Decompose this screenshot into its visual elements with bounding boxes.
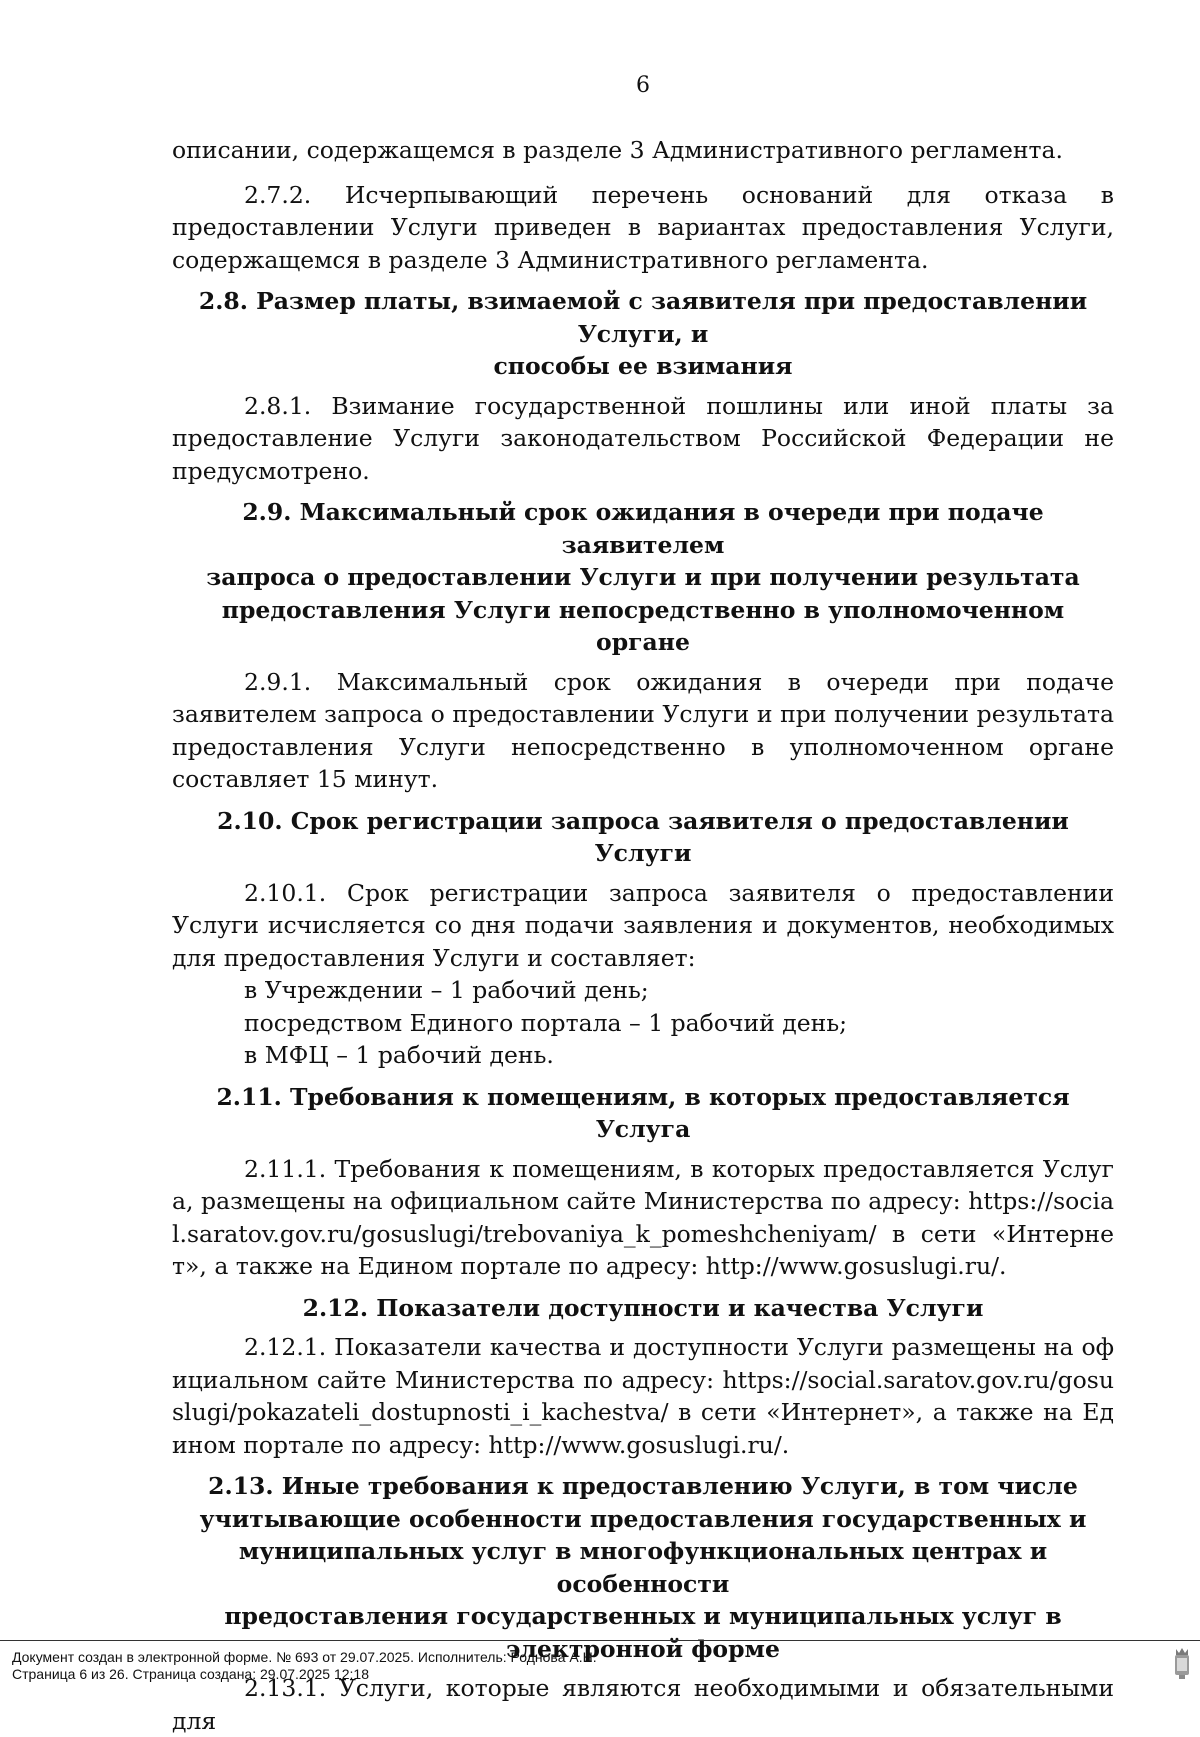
page-number: 6 [636, 73, 650, 98]
section-heading-2-9 [172, 496, 1114, 659]
heading-line: 2.9. Максимальный срок ожидания в очереди при подаче заявителем [242, 498, 1044, 559]
heading-line: запроса о предоставлении Услуги и при получении результата [206, 563, 1080, 591]
footer-document-info: Документ создан в электронной форме. № 693 от 29.07.2025. Исполнитель: Роднова А.Н. [12, 1649, 597, 1665]
paragraph-2-10-1: 2.10.1. Срок регистрации запроса заявителя о предоставлении Услуги исчисляется со дня подачи заявления и документов, необходимых для предоставления Услуги и составляет: [172, 878, 1114, 972]
heading-line: 2.11. Требования к помещениям, в которых предоставляется Услуга [216, 1082, 1070, 1143]
paragraph-2-8-1: 2.8.1. Взимание государственной пошлины или иной платы за предоставление Услуги законодательством Российской Федерации не предусмотрено. [172, 391, 1114, 485]
heading-line: 2.10. Срок регистрации запроса заявителя о предоставлении Услуги [217, 806, 1069, 867]
heading-line: 2.12. Показатели доступности и качества Услуги [302, 1293, 984, 1322]
heading-line: учитывающие особенности предоставления государственных и [199, 1504, 1087, 1533]
document-footer [0, 1640, 1200, 1699]
section-heading-2-13 [172, 1470, 1114, 1665]
section-heading-2-12 [172, 1292, 1114, 1325]
list-item: в Учреждении – 1 рабочий день; [244, 976, 649, 1004]
coat-of-arms-icon [1172, 1645, 1192, 1681]
heading-line: 2.8. Размер платы, взимаемой с заявителя при предоставлении Услуги, и [198, 287, 1088, 348]
paragraph-2-9-1: 2.9.1. Максимальный срок ожидания в очереди при подаче заявителем запроса о предоставлении Услуги и при получении результата предоставления Услуги непосредственно в уполномоченном органе составляет 15 минут. [172, 667, 1114, 793]
paragraph-2-11-1: 2.11.1. Требования к помещениям, в которых предоставляется Услуга, размещены на официальном сайте Министерства по адресу: https://social.saratov.gov.ru/gosuslugi/trebovaniya_k_pomeshcheniyam/ в сети «Интернет», а также на Едином портале по адресу: http://www.gosuslugi.ru/. [172, 1154, 1114, 1280]
section-heading-2-10 [172, 805, 1114, 870]
footer-text [12, 1649, 597, 1683]
paragraph-2-12-1: 2.12.1. Показатели качества и доступности Услуги размещены на официальном сайте Министерства по адресу: https://social.saratov.gov.ru/gosuslugi/pokazateli_dostupnosti_i_kachestva/ в сети «Интернет», а также на Едином портале по адресу: http://www.gosuslugi.ru/. [172, 1333, 1114, 1459]
document-body [172, 134, 1114, 1737]
heading-line: 2.13. Иные требования к предоставлению Услуги, в том числе [208, 1472, 1078, 1500]
heading-line: электронной форме [506, 1634, 780, 1663]
heading-line: предоставления Услуги непосредственно в уполномоченном органе [221, 595, 1065, 656]
paragraph-continuation: описании, содержащемся в разделе 3 Административного регламента. [172, 136, 1064, 164]
paragraph-2-7-2: 2.7.2. Исчерпывающий перечень оснований для отказа в предоставлении Услуги приведен в вариантах предоставления Услуги, содержащемся в разделе 3 Административного регламента. [172, 180, 1114, 274]
paragraph-2-13-1: 2.13.1. Услуги, которые являются необходимыми и обязательными для [172, 1674, 1114, 1735]
heading-line: предоставления государственных и муниципальных услуг в [224, 1602, 1062, 1630]
list-item: посредством Единого портала – 1 рабочий день; [244, 1008, 848, 1037]
section-heading-2-8 [172, 285, 1114, 383]
heading-line: способы ее взимания [493, 352, 793, 380]
section-heading-2-11 [172, 1081, 1114, 1146]
heading-line: муниципальных услуг в многофункциональных центрах и особенности [238, 1537, 1048, 1598]
list-item: в МФЦ – 1 рабочий день. [244, 1041, 554, 1069]
footer-page-info: Страница 6 из 26. Страница создана: 29.07.2025 12:18 [12, 1666, 369, 1682]
